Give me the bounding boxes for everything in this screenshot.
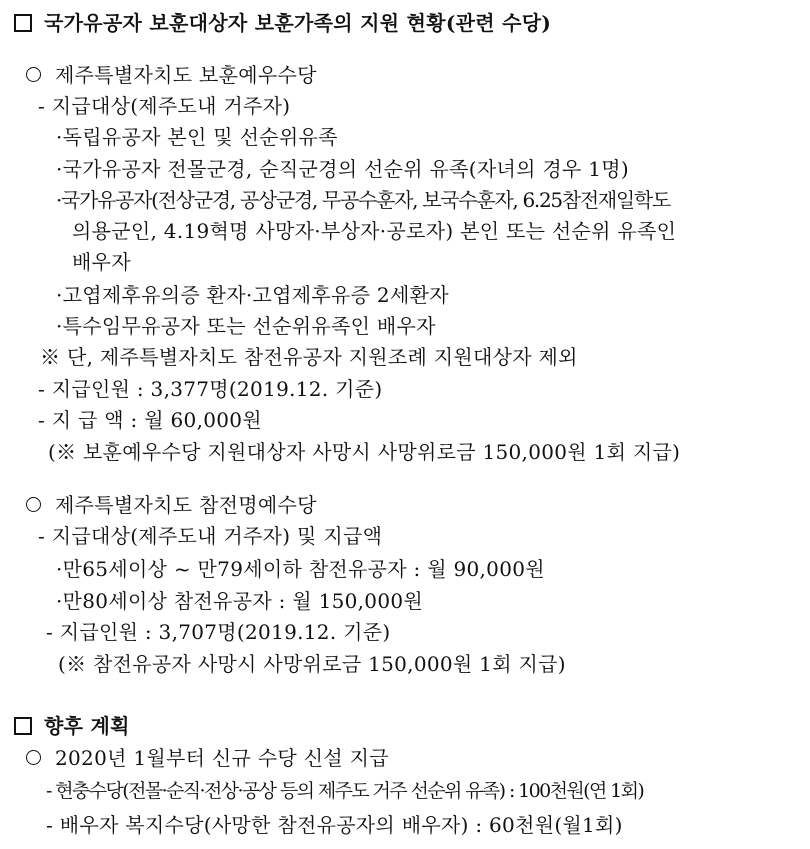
sub1-title: 제주특별자치도 보훈예우수당 — [55, 63, 317, 87]
sub1-item-3-cont2: 배우자 — [72, 250, 131, 274]
checkbox-square-icon — [14, 717, 32, 735]
section2-item-1: - 현충수당(전몰·순직·전상·공상 등의 제주도 거주 선순위 유족) : 100천원(연 1회) — [46, 780, 644, 802]
sub1-note: ※ 단, 제주특별자치도 참전유공자 지원조례 지원대상자 제외 — [40, 345, 578, 369]
circle-bullet-icon — [26, 67, 41, 82]
sub1-amount: - 지 급 액 : 월 60,000원 — [38, 408, 262, 432]
sub2-item-1: ·만65세이상 ~ 만79세이하 참전유공자 : 월 90,000원 — [56, 557, 545, 581]
sub1-item-3-cont: 의용군인, 4.19혁명 사망자·부상자·공로자) 본인 또는 선순위 유족인 — [72, 219, 677, 243]
sub2-title: 제주특별자치도 참전명예수당 — [55, 493, 317, 517]
sub1-target-label: - 지급대상(제주도내 거주자) — [38, 94, 291, 118]
sub2-count: - 지급인원 : 3,707명(2019.12. 기준) — [46, 620, 391, 644]
sub1-item-5: ·특수임무유공자 또는 선순위유족인 배우자 — [56, 314, 436, 338]
sub2-target-label: - 지급대상(제주도내 거주자) 및 지급액 — [38, 524, 383, 548]
sub1-amount-note: (※ 보훈예우수당 지원대상자 사망시 사망위로금 150,000원 1회 지급) — [48, 440, 681, 464]
checkbox-square-icon — [14, 14, 32, 32]
sub1-item-2: ·국가유공자 전몰군경, 순직군경의 선순위 유족(자녀의 경우 1명) — [56, 157, 629, 181]
section1-heading — [14, 8, 551, 38]
section1-title: 국가유공자 보훈대상자 보훈가족의 지원 현황(관련 수당) — [44, 11, 552, 35]
sub1-item-3: ·국가유공자(전상군경, 공상군경, 무공수훈자, 보국수훈자, 6.25참전재일학도 — [56, 188, 670, 212]
sub1-item-4: ·고엽제후유의증 환자·고엽제후유증 2세환자 — [56, 283, 449, 307]
section2-item-2: - 배우자 복지수당(사망한 참전유공자의 배우자) : 60천원(월1회) — [46, 813, 623, 837]
sub1-item-1: ·독립유공자 본인 및 선순위유족 — [56, 125, 338, 149]
section2-sub1-heading — [26, 743, 389, 773]
sub2-amount-note: (※ 참전유공자 사망시 사망위로금 150,000원 1회 지급) — [58, 652, 566, 676]
sub2-heading — [26, 490, 317, 520]
sub1-heading — [26, 60, 317, 90]
sub1-count: - 지급인원 : 3,377명(2019.12. 기준) — [38, 377, 383, 401]
circle-bullet-icon — [26, 497, 41, 512]
section2-title: 향후 계획 — [44, 714, 130, 738]
section2-sub1-title: 2020년 1월부터 신규 수당 신설 지급 — [55, 746, 389, 770]
section2-heading — [14, 711, 130, 741]
sub2-item-2: ·만80세이상 참전유공자 : 월 150,000원 — [56, 589, 423, 613]
circle-bullet-icon — [26, 750, 41, 765]
